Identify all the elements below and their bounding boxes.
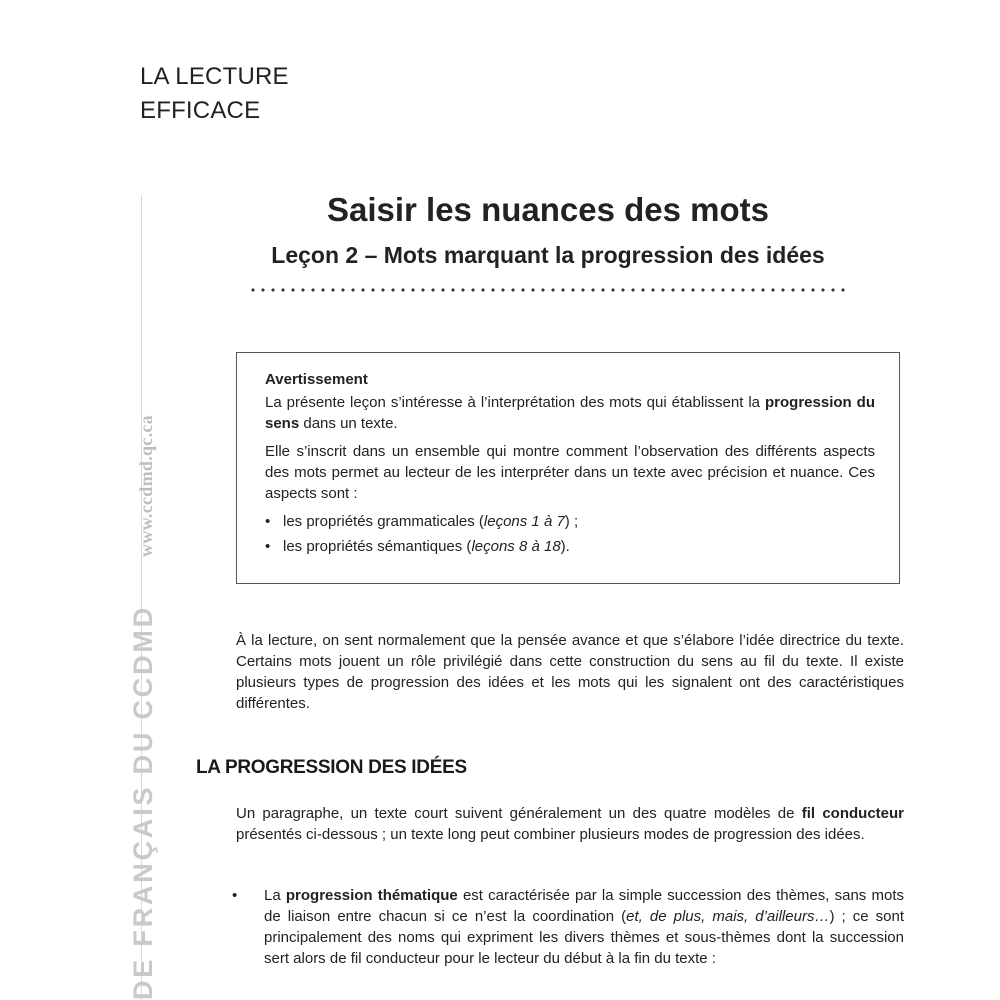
bullet-icon: • bbox=[265, 513, 271, 530]
notice-item-2-ref: leçons 8 à 18 bbox=[471, 538, 561, 555]
page-header bbox=[140, 60, 289, 128]
notice-list-item bbox=[265, 536, 875, 557]
section-para-start: Un paragraphe, un texte court suivent généralement un des quatre modèles de bbox=[236, 805, 802, 822]
section-paragraph bbox=[236, 803, 904, 845]
section-bullet-text bbox=[264, 885, 904, 969]
notice-item-2-end: ). bbox=[560, 538, 570, 555]
section-para-bold: fil conducteur bbox=[801, 805, 905, 822]
section-bullet-item bbox=[232, 885, 904, 969]
bullet-start: La bbox=[264, 887, 286, 904]
notice-box bbox=[236, 352, 900, 584]
bullet-icon: • bbox=[265, 538, 271, 555]
sidebar-publisher: DE FRANÇAIS DU CCDMD bbox=[128, 605, 158, 1000]
notice-item-1-ref: leçons 1 à 7 bbox=[483, 513, 565, 530]
notice-p1-start: La présente leçon s’intéresse à l’interprétation des mots qui établissent la bbox=[265, 394, 761, 411]
bullet-italic: et, de plus, mais, d’ailleurs… bbox=[626, 908, 830, 925]
notice-paragraph-1 bbox=[265, 392, 875, 434]
sidebar-vertical-text bbox=[128, 415, 159, 1000]
notice-content bbox=[265, 369, 875, 561]
lesson-subtitle: Leçon 2 – Mots marquant la progression des idées bbox=[271, 242, 825, 268]
bullet-icon: • bbox=[232, 887, 238, 904]
page-title: Saisir les nuances des mots bbox=[326, 191, 770, 228]
header-line-1: LA LECTURE bbox=[140, 63, 289, 90]
dotted-divider bbox=[248, 287, 848, 293]
bullet-mid: est caractérisée par la simple succession des thèmes, sans mots de liaison entre chacun si ce n’est la coordination ( bbox=[264, 887, 904, 925]
notice-heading: Avertissement bbox=[265, 371, 368, 388]
notice-p1-end: dans un texte. bbox=[299, 415, 398, 432]
bullet-bold: progression thématique bbox=[285, 887, 458, 904]
notice-item-1-end: ) ; bbox=[564, 513, 579, 530]
sidebar-url: www.ccdmd.qc.ca bbox=[136, 415, 156, 557]
section-heading: LA PROGRESSION DES IDÉES bbox=[196, 757, 467, 778]
header-line-2: EFFICACE bbox=[140, 97, 261, 124]
notice-paragraph-2: Elle s’inscrit dans un ensemble qui montre comment l’observation des différents aspects des mots permet au lecteur de les interpréter dans un texte avec précision et nuance. Ces aspects sont : bbox=[265, 443, 875, 502]
notice-list-item bbox=[265, 511, 875, 532]
notice-item-1-text: les propriétés grammaticales ( bbox=[283, 513, 484, 530]
bullet-end: ) ; ce sont principalement des noms qui expriment les divers thèmes et sous-thèmes dont la succession sert alors de fil conducteur pour le lecteur du début à la fin du texte : bbox=[264, 908, 905, 967]
notice-item-2-text: les propriétés sémantiques ( bbox=[283, 538, 472, 555]
notice-p1-bold: progression du sens bbox=[265, 394, 875, 432]
section-para-end: présentés ci-dessous ; un texte long peut combiner plusieurs modes de progression des idées. bbox=[236, 826, 865, 843]
intro-paragraph: À la lecture, on sent normalement que la pensée avance et que s’élabore l’idée directrice du texte. Certains mots jouent un rôle privilégié dans cette construction du sens au fil du texte. Il existe plusieurs types de progression des idées et les mots qui les signalent ont des caractéristiques différentes. bbox=[236, 632, 904, 712]
